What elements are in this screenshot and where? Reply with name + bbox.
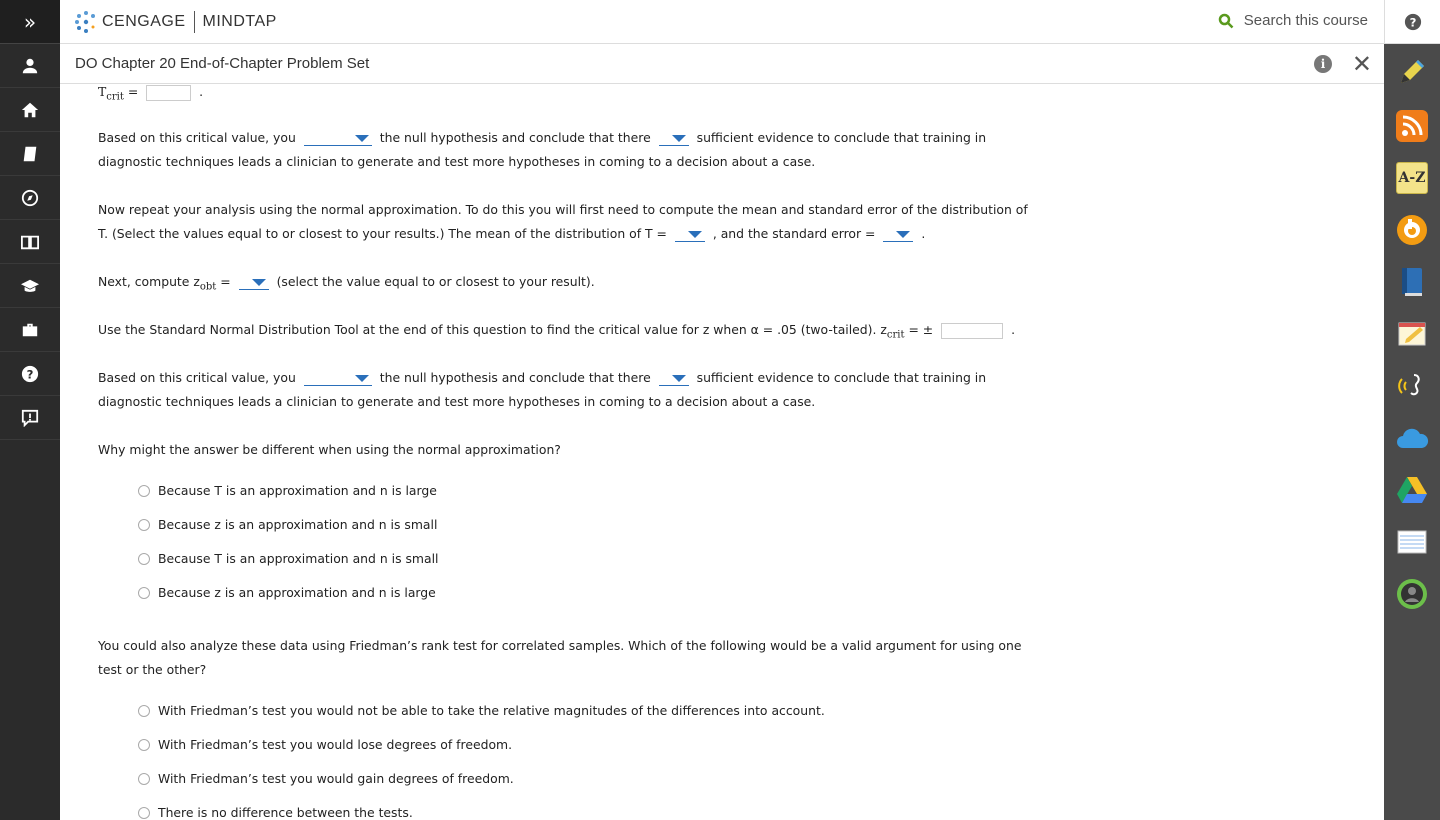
p5-text-c: sufficient evidence to conclude that training in [696, 370, 987, 385]
graduation-cap-icon[interactable] [0, 264, 60, 308]
briefcase-icon[interactable] [0, 308, 60, 352]
p5-text-d: diagnostic techniques leads a clinician to generate and test more hypotheses in coming to a decision about a case. [98, 394, 816, 409]
zcrit-input[interactable] [941, 323, 1003, 339]
pencil-app-icon[interactable] [1384, 44, 1440, 100]
radio-button[interactable] [138, 587, 150, 599]
equals-sign: = [220, 274, 231, 289]
radio-button[interactable] [138, 739, 150, 751]
period: . [921, 226, 926, 241]
zobt-dropdown[interactable] [239, 276, 269, 290]
help-icon[interactable] [1384, 0, 1440, 44]
paragraph-3 [98, 270, 1038, 299]
q2-text-b: test or the other? [98, 662, 207, 677]
expand-icon[interactable]: » [0, 0, 60, 44]
paragraph-5 [98, 366, 1038, 414]
dictionary-app-icon[interactable]: A-Z [1384, 152, 1440, 204]
zcrit-sub: crit [886, 329, 905, 341]
tcrit-sub: crit [106, 91, 124, 103]
paragraph-2 [98, 198, 1038, 246]
p3-text-b: (select the value equal to or closest to your result). [276, 274, 595, 289]
is-dropdown-1[interactable] [659, 132, 689, 146]
activity-title-bar [60, 44, 1384, 84]
info-icon[interactable]: i [1314, 55, 1332, 73]
radio-button[interactable] [138, 519, 150, 531]
brand-secondary: MINDTAP [202, 12, 277, 30]
equals-sign: = [127, 84, 139, 99]
left-sidebar [0, 0, 60, 820]
home-icon[interactable] [0, 88, 60, 132]
q1-option-1[interactable] [138, 479, 437, 503]
search-icon [1218, 13, 1234, 29]
radio-button[interactable] [138, 553, 150, 565]
reject-dropdown-2[interactable] [304, 372, 372, 386]
cengage-logo-icon [74, 10, 98, 34]
activity-title: DO Chapter 20 End-of-Chapter Problem Set [75, 55, 370, 72]
flashcard-app-icon[interactable] [1384, 204, 1440, 256]
q2-option-3[interactable] [138, 767, 514, 791]
radio-button[interactable] [138, 807, 150, 819]
search-input[interactable] [1218, 12, 1368, 29]
google-drive-app-icon[interactable] [1384, 464, 1440, 516]
q1-option-3[interactable] [138, 547, 438, 571]
q2-option-4[interactable] [138, 801, 413, 820]
close-icon[interactable]: ✕ [1351, 50, 1372, 78]
user-icon[interactable] [0, 44, 60, 88]
search-placeholder: Search this course [1243, 12, 1368, 29]
brand-separator [194, 11, 195, 33]
notepad-app-icon[interactable] [1384, 516, 1440, 568]
p2-text-a: Now repeat your analysis using the normal approximation. To do this you will first need to compute the mean and standard error of the distribution of [98, 202, 1028, 217]
p1-text-b: the null hypothesis and conclude that there [379, 130, 651, 145]
book-app-icon[interactable] [1384, 256, 1440, 308]
question-1: Why might the answer be different when using the normal approximation? [98, 442, 561, 457]
p1-text-c: sufficient evidence to conclude that training in [696, 130, 987, 145]
q2-option-1[interactable] [138, 699, 825, 723]
q1-option-4[interactable] [138, 581, 436, 605]
period: . [1011, 322, 1016, 337]
mean-dropdown[interactable] [675, 228, 705, 242]
q2-option-2[interactable] [138, 733, 512, 757]
p5-text-a: Based on this critical value, you [98, 370, 296, 385]
brand-logo[interactable] [74, 10, 277, 34]
brand-primary: CENGAGE [102, 12, 186, 30]
readspeaker-app-icon[interactable] [1384, 360, 1440, 412]
feedback-icon[interactable] [0, 396, 60, 440]
is-dropdown-2[interactable] [659, 372, 689, 386]
radio-button[interactable] [138, 773, 150, 785]
notebook-icon[interactable] [0, 132, 60, 176]
option-label: There is no difference between the tests. [158, 805, 413, 820]
rss-app-icon[interactable] [1384, 100, 1440, 152]
book-open-icon[interactable] [0, 220, 60, 264]
right-app-bar [1384, 0, 1440, 820]
option-label: Because z is an approximation and n is small [158, 517, 438, 532]
p2-text-b: T. (Select the values equal to or closest to your results.) The mean of the distribution of T = [98, 226, 667, 241]
paragraph-4 [98, 318, 1038, 347]
p2-text-c: , and the standard error = [712, 226, 876, 241]
q2-text-a: You could also analyze these data using Friedman’s rank test for correlated samples. Which of the following would be a valid argument for using one [98, 638, 1022, 653]
profile-app-icon[interactable] [1384, 568, 1440, 620]
period: . [199, 84, 204, 99]
p3-text-a: Next, compute z [98, 274, 200, 289]
tcrit-line [98, 80, 1038, 109]
zobt-sub: obt [199, 281, 217, 293]
radio-button[interactable] [138, 705, 150, 717]
svg-text:?: ? [26, 367, 34, 381]
compass-icon[interactable] [0, 176, 60, 220]
p5-text-b: the null hypothesis and conclude that there [379, 370, 651, 385]
option-label: Because T is an approximation and n is small [158, 551, 439, 566]
help-icon[interactable] [0, 352, 60, 396]
q1-option-2[interactable] [138, 513, 437, 537]
standard-error-dropdown[interactable] [883, 228, 913, 242]
paragraph-1 [98, 126, 1038, 174]
question-2 [98, 634, 1038, 682]
option-label: Because T is an approximation and n is large [158, 483, 437, 498]
p4-text-b: = ± [908, 322, 934, 337]
option-label: Because z is an approximation and n is large [158, 585, 436, 600]
svg-text:?: ? [1409, 15, 1416, 29]
option-label: With Friedman’s test you would lose degrees of freedom. [158, 737, 513, 752]
onedrive-app-icon[interactable] [1384, 412, 1440, 464]
tcrit-label: T [98, 84, 107, 99]
top-header [60, 0, 1384, 44]
p4-text-a: Use the Standard Normal Distribution Tool at the end of this question to find the critical value for z when α = .05 (two-tailed). z [98, 322, 887, 337]
option-label: With Friedman’s test you would gain degrees of freedom. [158, 771, 514, 786]
p1-text-d: diagnostic techniques leads a clinician to generate and test more hypotheses in coming to a decision about a case. [98, 154, 816, 169]
p1-text-a: Based on this critical value, you [98, 130, 296, 145]
tcrit-input[interactable] [146, 85, 191, 101]
option-label: With Friedman’s test you would not be able to take the relative magnitudes of the differences into account. [158, 703, 825, 718]
notes-app-icon[interactable] [1384, 308, 1440, 360]
reject-dropdown-1[interactable] [304, 132, 372, 146]
radio-button[interactable] [138, 485, 150, 497]
